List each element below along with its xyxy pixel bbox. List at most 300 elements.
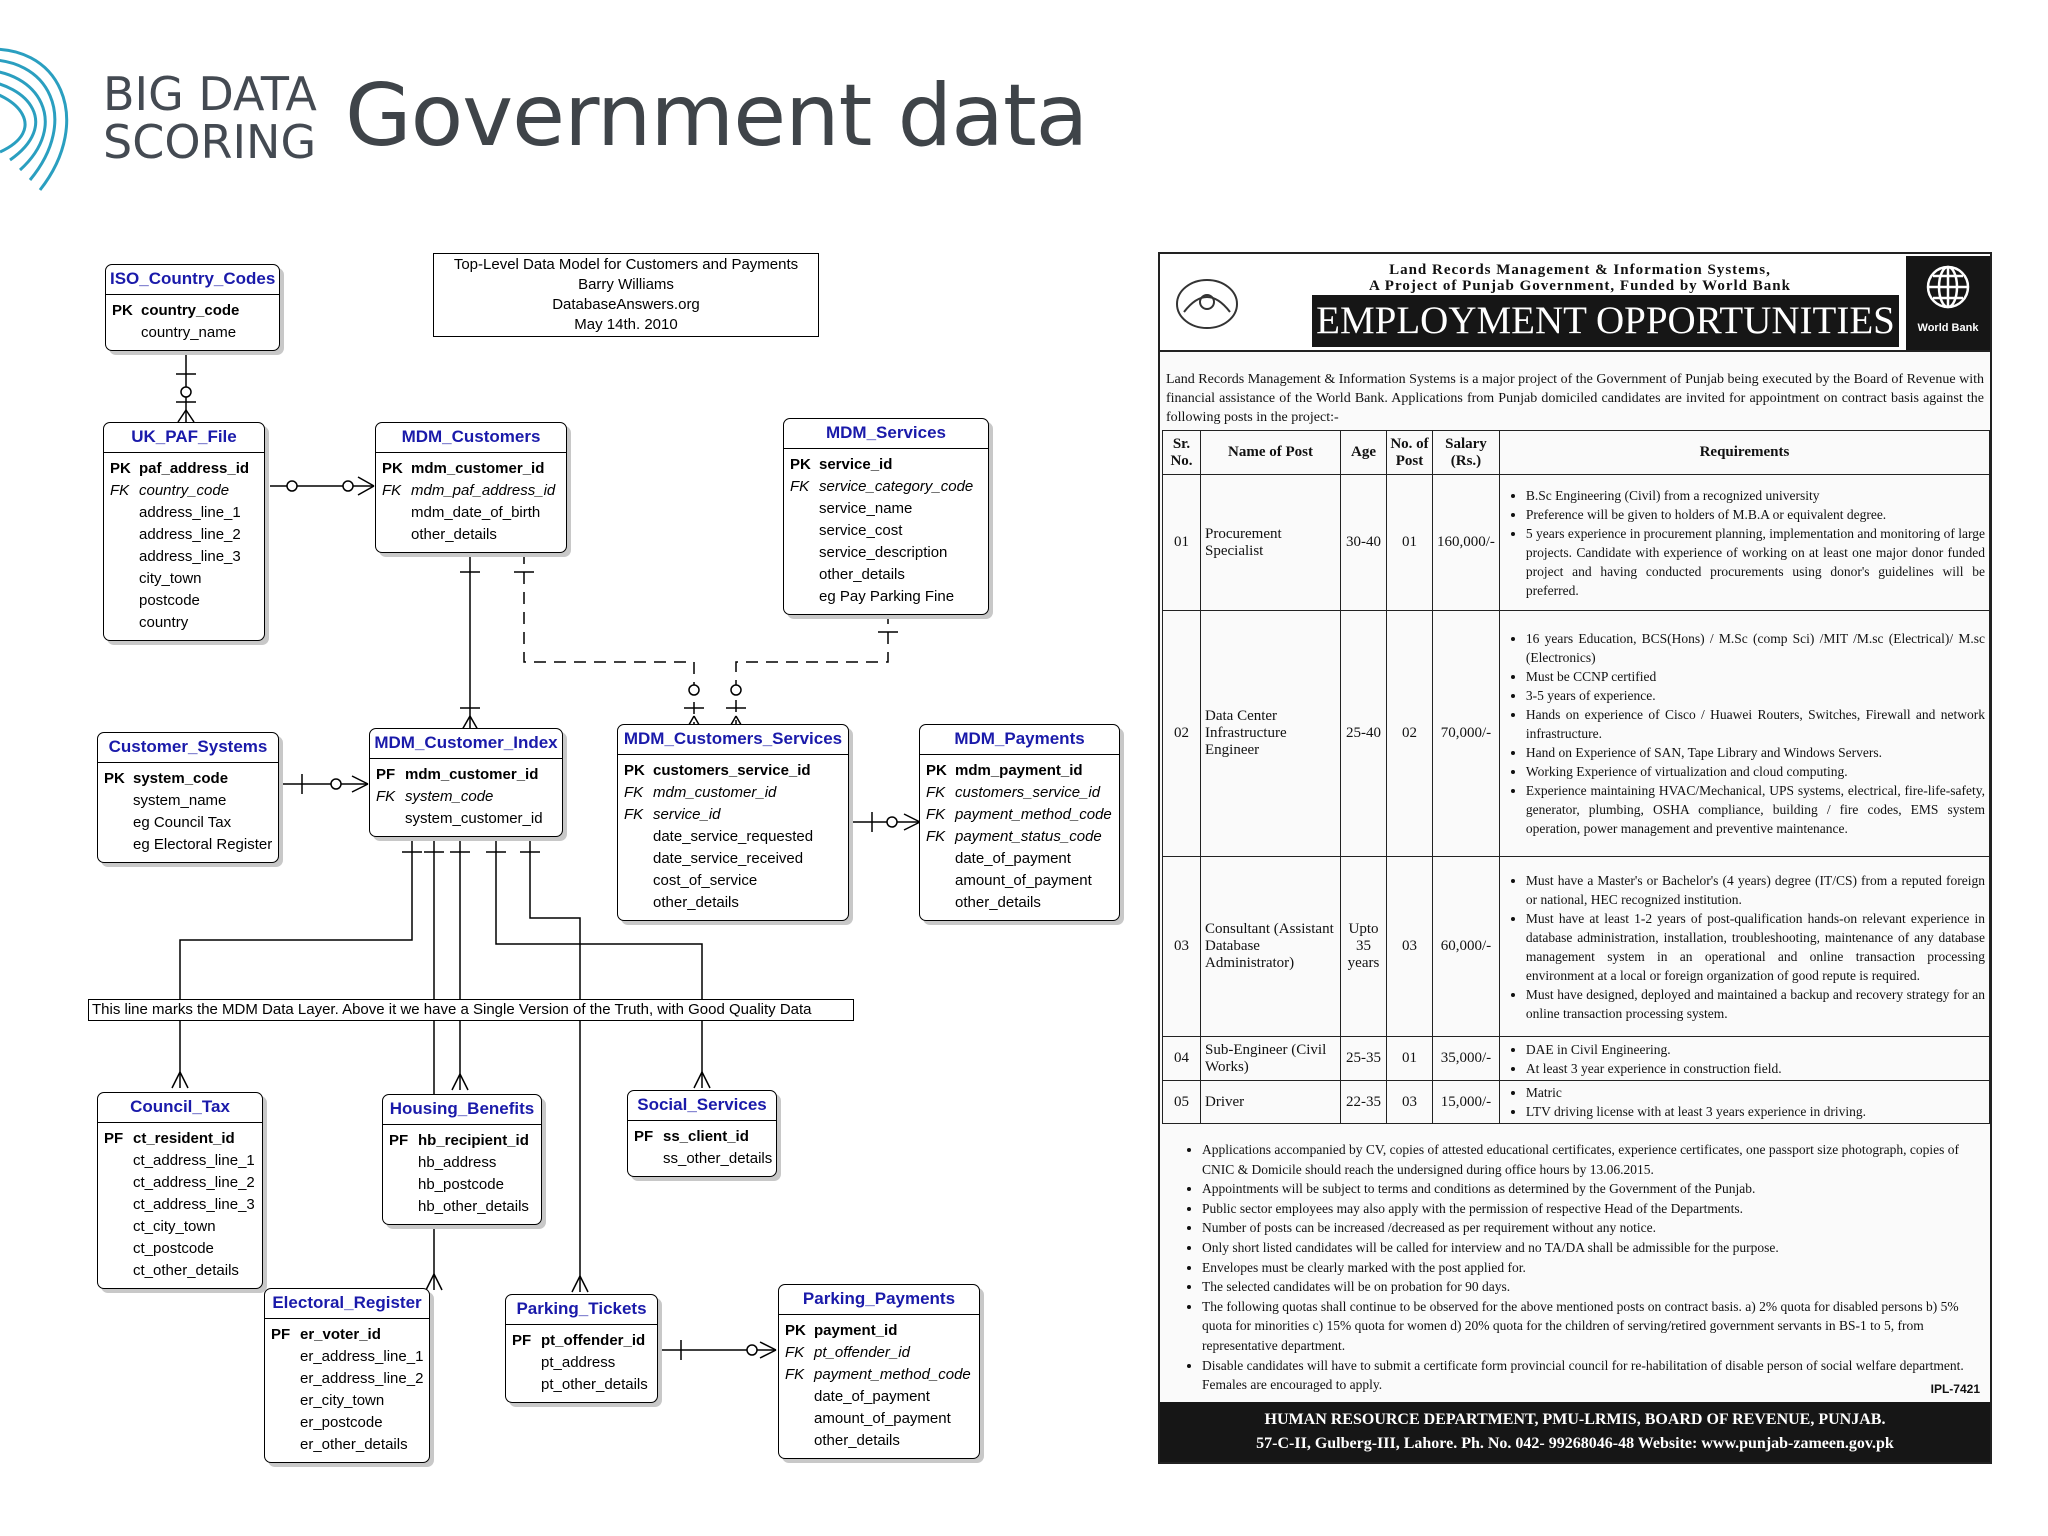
attribute-name: amount_of_payment — [955, 872, 1092, 889]
entity-attribute-row — [926, 848, 1113, 870]
key-marker: FK — [110, 482, 130, 499]
entity-customer-systems — [97, 732, 279, 863]
key-marker — [624, 870, 653, 892]
requirement-item: • Must have at least 1-2 years of post-qualification hands-on relevant experience in database administration, installation, troubleshooting, maintenance of any database management system in an operational and online transaction processing environment at a local or foreign organization of good repute is required. — [1526, 909, 1985, 985]
entity-attributes — [779, 1315, 979, 1458]
diagram-caption-line: Top-Level Data Model for Customers and Payments — [453, 256, 799, 273]
attribute-name: ss_other_details — [663, 1150, 773, 1167]
key-marker — [382, 502, 411, 524]
advert-note: • Public sector employees may also apply with the permission of respective Head of the Departments. — [1202, 1199, 1986, 1219]
key-marker — [624, 892, 653, 914]
entity-attribute-row — [389, 1152, 535, 1174]
entity-attribute-row — [634, 1126, 770, 1148]
key-marker: FK — [785, 1344, 805, 1361]
requirement-item: • Working Experience of virtualization and cloud computing. — [1526, 762, 1985, 781]
requirement-item: • 3-5 years of experience. — [1526, 686, 1985, 705]
post-age: 22-35 — [1341, 1081, 1387, 1124]
key-marker — [104, 790, 133, 812]
attribute-name: payment_method_code — [955, 806, 1112, 823]
post-count: 01 — [1387, 1037, 1433, 1081]
attribute-name: ct_postcode — [133, 1240, 214, 1257]
advert-footer — [1160, 1402, 1990, 1462]
post-age: 30-40 — [1341, 475, 1387, 611]
entity-attribute-row — [790, 542, 982, 564]
entity-attributes — [506, 1325, 657, 1402]
entity-attribute-row — [376, 808, 556, 830]
key-marker — [104, 1172, 133, 1194]
attribute-name: system_customer_id — [405, 810, 543, 827]
post-sr-no: 04 — [1163, 1037, 1201, 1081]
entity-attribute-row — [382, 480, 560, 502]
attribute-name: er_voter_id — [300, 1326, 381, 1343]
entity-attribute-row — [926, 782, 1113, 804]
key-marker — [104, 1260, 133, 1282]
entity-council-tax — [97, 1092, 263, 1289]
entity-attribute-row — [785, 1364, 973, 1386]
key-marker: PK — [112, 302, 133, 319]
brand-name-line-2: SCORING — [103, 115, 317, 169]
requirement-item: • B.Sc Engineering (Civil) from a recognized university — [1526, 486, 1985, 505]
advert-footer-line-1: HUMAN RESOURCE DEPARTMENT, PMU-LRMIS, BOARD OF REVENUE, PUNJAB. — [1264, 1411, 1886, 1428]
key-marker: FK — [376, 788, 396, 805]
column-header: Requirements — [1499, 431, 1989, 475]
attribute-name: country_name — [141, 324, 237, 341]
post-count: 01 — [1387, 475, 1433, 611]
advert-notes — [1180, 1140, 1986, 1395]
entity-title: UK_PAF_File — [104, 423, 264, 453]
attribute-name: mdm_customer_id — [411, 460, 545, 477]
key-marker — [512, 1374, 541, 1396]
entity-attribute-row — [785, 1386, 973, 1408]
post-name: Driver — [1201, 1081, 1341, 1124]
entity-attribute-row — [271, 1390, 423, 1412]
entity-attribute-row — [104, 1150, 256, 1172]
entity-title: MDM_Customers — [376, 423, 566, 453]
key-marker — [110, 612, 139, 634]
key-marker — [104, 1238, 133, 1260]
requirement-item: • Must have a Master's or Bachelor's (4 years) degree (IT/CS) from a reputed foreign or national, HEC recognized institution. — [1526, 871, 1985, 909]
diagram-caption — [433, 253, 819, 337]
entity-attribute-row — [110, 612, 258, 634]
attribute-name: ct_other_details — [133, 1262, 239, 1279]
key-marker — [110, 590, 139, 612]
entity-mdm-customers — [375, 422, 567, 553]
key-marker — [271, 1346, 300, 1368]
post-requirements — [1499, 1081, 1989, 1124]
entity-electoral-register — [264, 1288, 430, 1463]
key-marker: PF — [389, 1132, 409, 1149]
entity-attribute-row — [104, 1260, 256, 1282]
advert-note: • Envelopes must be clearly marked with the post applied for. — [1202, 1258, 1986, 1278]
attribute-name: address_line_3 — [139, 548, 241, 565]
column-header: Salary (Rs.) — [1433, 431, 1500, 475]
attribute-name: city_town — [139, 570, 202, 587]
entity-attribute-row — [382, 502, 560, 524]
diagram-caption-line: Barry Williams — [578, 276, 674, 293]
requirement-item: • 5 years experience in procurement planning, implementation and monitoring of large projects. Candidate with experience of working on at least one major donor funded project and having conducted procurements using donor's guidelines will be preferred. — [1526, 524, 1985, 600]
key-marker: PK — [785, 1322, 806, 1339]
entity-attribute-row — [271, 1434, 423, 1456]
entity-attribute-row — [110, 502, 258, 524]
entity-attribute-row — [624, 870, 842, 892]
punjab-emblem-icon — [1172, 272, 1242, 332]
attribute-name: mdm_payment_id — [955, 762, 1083, 779]
entity-uk-paf-file — [103, 422, 265, 641]
post-requirements — [1499, 475, 1989, 611]
column-header: Name of Post — [1201, 431, 1341, 475]
key-marker — [104, 1150, 133, 1172]
key-marker — [112, 322, 141, 344]
requirement-item: • Hands on experience of Cisco / Huawei Routers, Switches, Firewall and network infrastructure. — [1526, 705, 1985, 743]
attribute-name: service_description — [819, 544, 948, 561]
key-marker — [104, 812, 133, 834]
entity-attribute-row — [104, 1128, 256, 1150]
entity-attributes — [104, 453, 264, 640]
key-marker: PF — [104, 1130, 124, 1147]
entity-attributes — [265, 1319, 429, 1462]
key-marker: FK — [382, 482, 402, 499]
requirement-item: • Preference will be given to holders of M.B.A or equivalent degree. — [1526, 505, 1985, 524]
post-name: Procurement Specialist — [1201, 475, 1341, 611]
key-marker: FK — [624, 784, 644, 801]
entity-attribute-row — [271, 1368, 423, 1390]
key-marker: FK — [926, 806, 946, 823]
post-salary: 70,000/- — [1433, 611, 1500, 857]
key-marker: PF — [271, 1326, 291, 1343]
attribute-name: ct_city_town — [133, 1218, 216, 1235]
advert-note: • Appointments will be subject to terms and conditions as determined by the Government of the Punjab. — [1202, 1179, 1986, 1199]
entity-title: Council_Tax — [98, 1093, 262, 1123]
attribute-name: system_code — [405, 788, 494, 805]
entity-attribute-row — [271, 1346, 423, 1368]
attribute-name: ss_client_id — [663, 1128, 749, 1145]
entity-attribute-row — [110, 546, 258, 568]
key-marker — [110, 502, 139, 524]
advert-header — [1160, 254, 1990, 352]
advert-note: • The following quotas shall continue to be observed for the above mentioned posts on contract basis. a) 2% quota for disabled persons b) 5% quota for minorities c) 15% quota for women d) 20% quota for the children of serving/retired government servants in BS-1 to 5, from representative department. — [1202, 1297, 1986, 1356]
post-sr-no: 02 — [1163, 611, 1201, 857]
attribute-name: date_of_payment — [955, 850, 1071, 867]
entity-attribute-row — [271, 1324, 423, 1346]
world-bank-label: World Bank — [1917, 322, 1979, 334]
key-marker — [634, 1148, 663, 1170]
entity-attribute-row — [790, 586, 982, 608]
advert-intro: Land Records Management & Information Systems is a major project of the Government of Punjab being executed by the Board of Revenue with financial assistance of the World Bank. Applications from Punjab domiciled candidates are invited for appointment on contract basis against the following posts in the project:- — [1166, 372, 1984, 425]
column-header: Age — [1341, 431, 1387, 475]
key-marker — [926, 848, 955, 870]
attribute-name: er_other_details — [300, 1436, 408, 1453]
entity-attributes — [98, 763, 278, 862]
attribute-name: service_cost — [819, 522, 903, 539]
attribute-name: mdm_paf_address_id — [411, 482, 556, 499]
column-header: Sr. No. — [1163, 431, 1201, 475]
entity-attribute-row — [624, 804, 842, 826]
world-bank-badge — [1906, 256, 1990, 350]
entity-attribute-row — [926, 892, 1113, 914]
key-marker — [790, 520, 819, 542]
slide-title: Government data — [345, 66, 1088, 166]
advert-banner: EMPLOYMENT OPPORTUNITIES — [1312, 295, 1899, 347]
entity-title: Parking_Tickets — [506, 1295, 657, 1325]
attribute-name: eg Council Tax — [133, 814, 232, 831]
entity-attribute-row — [512, 1374, 651, 1396]
entity-attribute-row — [926, 804, 1113, 826]
post-sr-no: 03 — [1163, 857, 1201, 1037]
entity-attribute-row — [382, 524, 560, 546]
attribute-name: hb_postcode — [418, 1176, 504, 1193]
attribute-name: eg Electoral Register — [133, 836, 273, 853]
entity-attribute-row — [926, 870, 1113, 892]
entity-attribute-row — [624, 826, 842, 848]
attribute-name: mdm_customer_id — [653, 784, 777, 801]
attribute-name: paf_address_id — [139, 460, 250, 477]
attribute-name: eg Pay Parking Fine — [819, 588, 955, 605]
key-marker — [790, 564, 819, 586]
advert-note: • Disable candidates will have to submit a certificate form provincial council for re-habilitation of disable person of social welfare department. Females are encouraged to apply. — [1202, 1356, 1986, 1395]
post-age: 25-40 — [1341, 611, 1387, 857]
entity-attribute-row — [634, 1148, 773, 1170]
post-salary: 60,000/- — [1433, 857, 1500, 1037]
attribute-name: address_line_1 — [139, 504, 241, 521]
key-marker: FK — [790, 478, 810, 495]
key-marker — [389, 1174, 418, 1196]
key-marker — [376, 808, 405, 830]
globe-icon — [1925, 264, 1971, 310]
entity-attribute-row — [624, 760, 842, 782]
brand-name-line-1: BIG DATA — [103, 67, 317, 121]
entity-attribute-row — [112, 322, 273, 344]
attribute-name: date_service_received — [653, 850, 804, 867]
post-count: 03 — [1387, 1081, 1433, 1124]
entity-attribute-row — [110, 590, 258, 612]
mdm-data-layer-label: This line marks the MDM Data Layer. Above it we have a Single Version of the Truth, with Good Quality Data — [88, 999, 854, 1021]
entity-title: Electoral_Register — [265, 1289, 429, 1319]
entity-attributes — [784, 449, 988, 614]
key-marker — [790, 498, 819, 520]
posts-table-body — [1163, 475, 1990, 1124]
entity-attribute-row — [926, 826, 1113, 848]
entity-attribute-row — [389, 1130, 535, 1152]
post-count: 02 — [1387, 611, 1433, 857]
post-name: Consultant (Assistant Database Administrator) — [1201, 857, 1341, 1037]
entity-attribute-row — [376, 786, 556, 808]
attribute-name: pt_other_details — [541, 1376, 648, 1393]
attribute-name: ct_address_line_2 — [133, 1174, 255, 1191]
entity-attribute-row — [624, 848, 842, 870]
key-marker: FK — [785, 1366, 805, 1383]
attribute-name: country_code — [141, 302, 240, 319]
requirement-item: • Must have designed, deployed and maintained a backup and recovery strategy for an online transaction processing system. — [1526, 985, 1985, 1023]
attribute-name: customers_service_id — [653, 762, 811, 779]
key-marker — [389, 1152, 418, 1174]
requirement-item: • Must be CCNP certified — [1526, 667, 1985, 686]
entity-mdm-customers-services — [617, 724, 849, 921]
key-marker — [271, 1412, 300, 1434]
attribute-name: other_details — [814, 1432, 900, 1449]
key-marker — [512, 1352, 541, 1374]
advert-reference: IPL-7421 — [1930, 1382, 1980, 1396]
attribute-name: address_line_2 — [139, 526, 241, 543]
entity-title: MDM_Customer_Index — [370, 729, 562, 759]
posts-table — [1162, 430, 1990, 1124]
key-marker: PK — [790, 456, 811, 473]
attribute-name: ct_address_line_3 — [133, 1196, 255, 1213]
entity-title: MDM_Payments — [920, 725, 1119, 755]
entity-title: ISO_Country_Codes — [106, 265, 279, 295]
requirement-item: • 16 years Education, BCS(Hons) / M.Sc (comp Sci) /MIT /M.sc (Electrical)/ M.sc (Electronics) — [1526, 629, 1985, 667]
entity-attribute-row — [790, 520, 982, 542]
post-age: 25-35 — [1341, 1037, 1387, 1081]
entity-mdm-payments — [919, 724, 1120, 921]
entity-attribute-row — [785, 1342, 973, 1364]
key-marker — [624, 826, 653, 848]
advert-note: • Only short listed candidates will be called for interview and no TA/DA shall be admissible for the purpose. — [1202, 1238, 1986, 1258]
attribute-name: amount_of_payment — [814, 1410, 951, 1427]
entity-attributes — [376, 453, 566, 552]
entity-attribute-row — [104, 834, 272, 856]
key-marker: PK — [624, 762, 645, 779]
attribute-name: system_name — [133, 792, 227, 809]
key-marker — [785, 1408, 814, 1430]
requirement-item: • DAE in Civil Engineering. — [1526, 1040, 1985, 1059]
key-marker — [110, 546, 139, 568]
key-marker — [790, 542, 819, 564]
entity-attribute-row — [790, 564, 982, 586]
key-marker — [104, 1194, 133, 1216]
key-marker: PK — [110, 460, 131, 477]
requirement-item: • LTV driving license with at least 3 years experience in driving. — [1526, 1102, 1985, 1121]
key-marker: PF — [512, 1332, 532, 1349]
key-marker: PF — [634, 1128, 654, 1145]
post-name: Sub-Engineer (Civil Works) — [1201, 1037, 1341, 1081]
attribute-name: other_details — [411, 526, 497, 543]
key-marker — [785, 1386, 814, 1408]
entity-attribute-row — [376, 764, 556, 786]
entity-attributes — [383, 1125, 541, 1224]
attribute-name: other_details — [653, 894, 739, 911]
entity-parking-tickets — [505, 1294, 658, 1403]
entity-attribute-row — [382, 458, 560, 480]
attribute-name: pt_address — [541, 1354, 616, 1371]
attribute-name: hb_recipient_id — [418, 1132, 529, 1149]
post-count: 03 — [1387, 857, 1433, 1037]
key-marker — [790, 586, 819, 608]
entity-attribute-row — [112, 300, 273, 322]
key-marker — [624, 848, 653, 870]
post-row — [1163, 1037, 1990, 1081]
entity-attributes — [628, 1121, 776, 1176]
entity-attribute-row — [512, 1330, 651, 1352]
entity-attribute-row — [104, 768, 272, 790]
key-marker: PF — [376, 766, 396, 783]
post-row — [1163, 611, 1990, 857]
advert-note: • The selected candidates will be on probation for 90 days. — [1202, 1277, 1986, 1297]
key-marker: PK — [926, 762, 947, 779]
post-requirements — [1499, 857, 1989, 1037]
entity-attribute-row — [104, 1238, 256, 1260]
entity-attribute-row — [389, 1174, 535, 1196]
attribute-name: er_city_town — [300, 1392, 385, 1409]
job-advertisement — [1158, 252, 1992, 1464]
attribute-name: cost_of_service — [653, 872, 758, 889]
entity-attributes — [98, 1123, 262, 1288]
attribute-name: payment_method_code — [814, 1366, 971, 1383]
entity-attribute-row — [785, 1430, 973, 1452]
key-marker — [110, 524, 139, 546]
advert-footer-line-2: 57-C-II, Gulberg-III, Lahore. Ph. No. 042- 99268046-48 Website: www.punjab-zameen.gov.pk — [1256, 1435, 1894, 1452]
entity-title: Customer_Systems — [98, 733, 278, 763]
entity-attribute-row — [110, 568, 258, 590]
post-requirements — [1499, 611, 1989, 857]
entity-attribute-row — [624, 892, 842, 914]
entity-attribute-row — [512, 1352, 651, 1374]
attribute-name: service_category_code — [819, 478, 974, 495]
attribute-name: date_of_payment — [814, 1388, 930, 1405]
entity-mdm-services — [783, 418, 989, 615]
post-row — [1163, 1081, 1990, 1124]
post-row — [1163, 475, 1990, 611]
entity-attribute-row — [271, 1412, 423, 1434]
key-marker — [926, 870, 955, 892]
entity-mdm-customer-index — [369, 728, 563, 837]
entity-attribute-row — [790, 454, 982, 476]
diagram-caption-line: DatabaseAnswers.org — [552, 296, 700, 313]
post-age: Upto 35 years — [1341, 857, 1387, 1037]
advert-org-line-2: A Project of Punjab Government, Funded by World Bank — [1369, 278, 1791, 294]
entity-attributes — [370, 759, 562, 836]
attribute-name: payment_status_code — [955, 828, 1102, 845]
attribute-name: customers_service_id — [955, 784, 1101, 801]
attribute-name: service_name — [819, 500, 913, 517]
entity-attribute-row — [104, 812, 272, 834]
attribute-name: payment_id — [814, 1322, 898, 1339]
attribute-name: ct_address_line_1 — [133, 1152, 255, 1169]
key-marker — [785, 1430, 814, 1452]
post-name: Data Center Infrastructure Engineer — [1201, 611, 1341, 857]
post-row — [1163, 857, 1990, 1037]
attribute-name: country_code — [139, 482, 230, 499]
post-sr-no: 05 — [1163, 1081, 1201, 1124]
attribute-name: service_id — [819, 456, 893, 473]
entity-attribute-row — [790, 498, 982, 520]
key-marker — [104, 834, 133, 856]
attribute-name: mdm_customer_id — [405, 766, 539, 783]
key-marker: PK — [104, 770, 125, 787]
attribute-name: ct_resident_id — [133, 1130, 235, 1147]
attribute-name: postcode — [139, 592, 200, 609]
attribute-name: er_postcode — [300, 1414, 383, 1431]
post-salary: 35,000/- — [1433, 1037, 1500, 1081]
entity-attribute-row — [104, 1194, 256, 1216]
posts-table-header — [1163, 431, 1990, 475]
entity-attributes — [106, 295, 279, 350]
key-marker — [389, 1196, 418, 1218]
entity-attribute-row — [104, 1172, 256, 1194]
key-marker — [271, 1434, 300, 1456]
requirement-item: • At least 3 year experience in construction field. — [1526, 1059, 1985, 1078]
key-marker — [271, 1368, 300, 1390]
key-marker — [926, 892, 955, 914]
post-requirements — [1499, 1037, 1989, 1081]
requirement-item: • Experience maintaining HVAC/Mechanical, UPS systems, electrical, fire-life-safety, generator, plumbing, OSHA compliance, building / fire codes, EMS system operation, power management and preventive maintenance. — [1526, 781, 1985, 838]
entity-title: MDM_Services — [784, 419, 988, 449]
entity-attribute-row — [785, 1408, 973, 1430]
key-marker — [104, 1216, 133, 1238]
attribute-name: service_id — [653, 806, 721, 823]
entity-attributes — [618, 755, 848, 920]
post-salary: 15,000/- — [1433, 1081, 1500, 1124]
key-marker: FK — [926, 828, 946, 845]
